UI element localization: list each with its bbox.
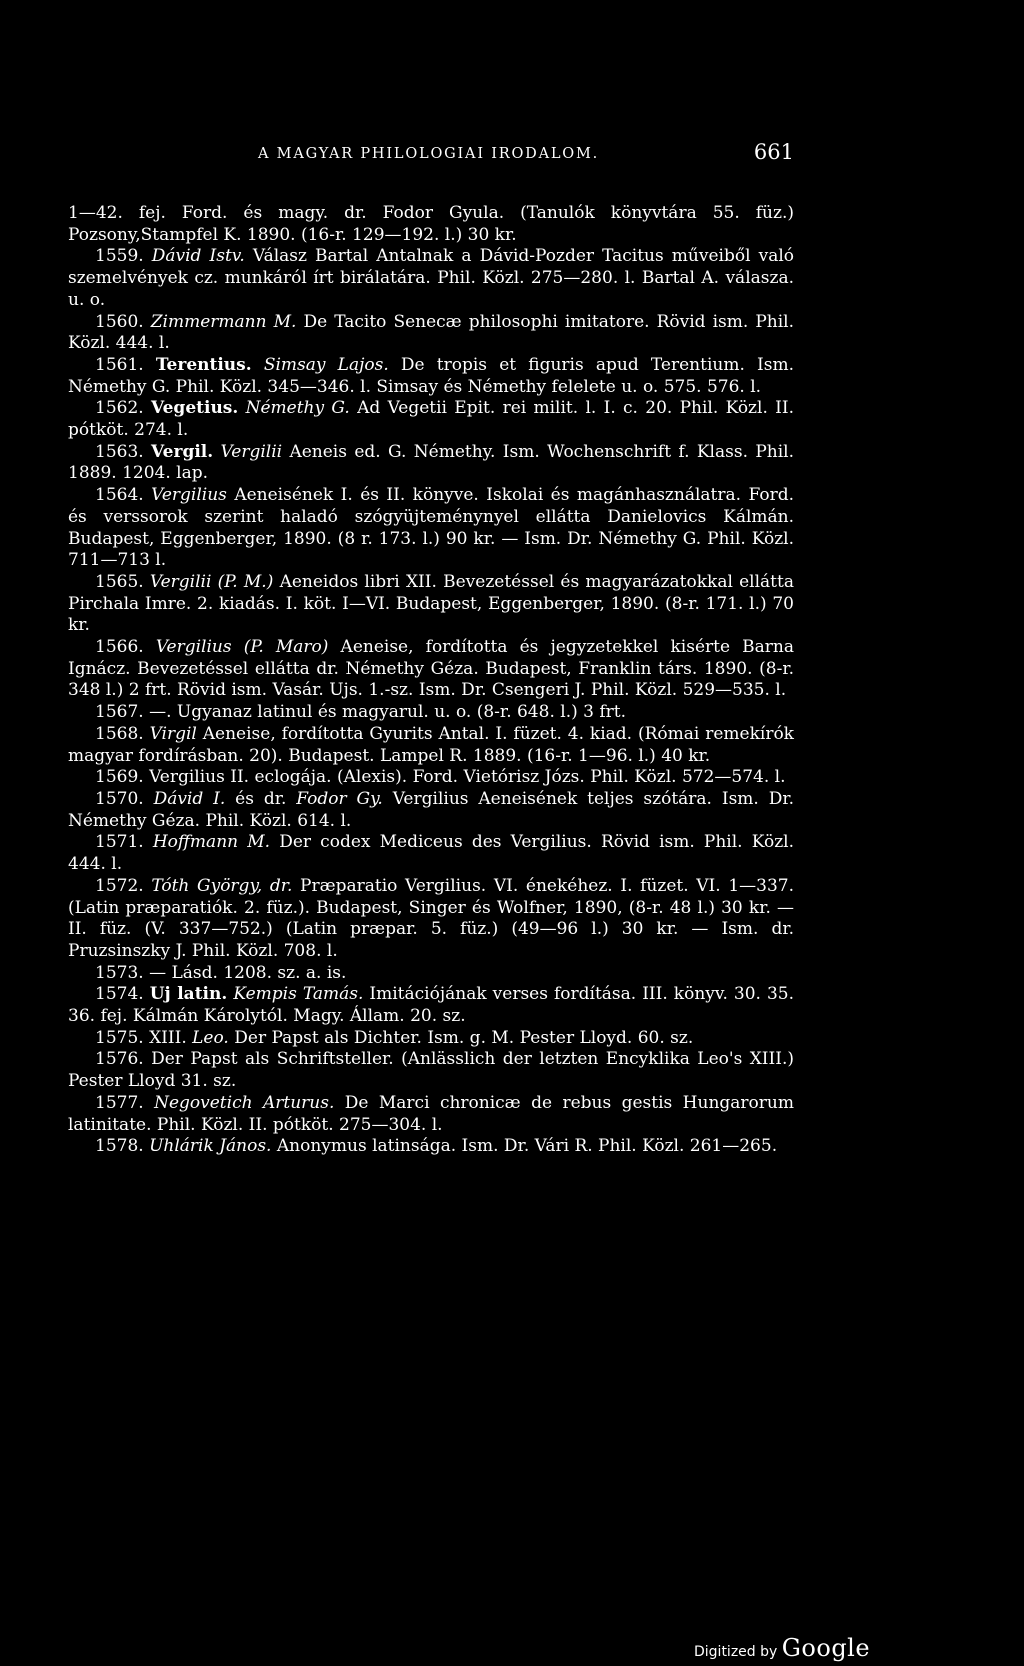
entry-text-run: 1568. [95, 723, 150, 744]
entry-text-run: Aeneise, fordította Gyurits Antal. I. füzet. 4. kiad. (Római remekírók magyar fordírásban. 20). Budapest. Lampel R. 1889. (16-r. 1—96. l.) 40 kr. [68, 723, 794, 766]
entry-text-run: Vergilius [151, 485, 227, 506]
bibliography-entry [68, 1136, 794, 1158]
entry-text-run: Vergilius (P. Maro) [155, 637, 329, 658]
entry-text-run: Der Papst als Dichter. Ism. g. M. Pester Lloyd. 60. sz. [228, 1027, 694, 1048]
entry-text-run: Uj latin. [149, 984, 228, 1005]
entry-text-run: 1565. [95, 571, 150, 592]
bibliography-entry [68, 702, 794, 724]
entry-text-run: De Marci chronicæ de rebus gestis Hungarorum latinitate. Phil. Közl. II. pótköt. 275—304. l. [68, 1092, 794, 1135]
bibliography-entry [68, 767, 794, 789]
entry-text-run: 1571. [95, 832, 153, 853]
bibliography-entry [68, 1049, 794, 1092]
entry-text-run: Simsay Lajos. [263, 354, 389, 375]
bibliography-entry [68, 442, 794, 485]
entry-text-run: 1577. [95, 1092, 155, 1113]
entry-text-run: Imitációjának verses fordítása. III. könyv. 30. 35. 36. fej. Kálmán Károlytól. Magy. Állam. 20. sz. [68, 984, 794, 1027]
bibliography-entry [68, 963, 794, 985]
entry-text-run: Terentius. [155, 354, 252, 375]
entry-text-run: Válasz Bartal Antalnak a Dávid-Pozder Tacitus műveiből való szemelvények cz. munkáról írt birálatára. Phil. Közl. 275—280. l. Bartal A. válasza. u. o. [68, 246, 794, 310]
entry-text-run: De Tacito Senecæ philosophi imitatore. Rövid ism. Phil. Közl. 444. l. [68, 311, 794, 354]
bibliography-entry [68, 355, 794, 398]
entry-text-run [213, 442, 220, 462]
entry-text-run: Negovetich Arturus. [154, 1092, 335, 1113]
bibliography-entry [68, 312, 794, 355]
entry-text-run: Némethy G. [245, 398, 350, 419]
entry-text-run: 1573. — Lásd. 1208. sz. a. is. [95, 962, 347, 983]
entry-text-run: és dr. [225, 788, 297, 809]
entry-text-run: 1572. [95, 875, 152, 896]
page-number: 661 [753, 140, 794, 164]
bibliography-entry [68, 246, 794, 311]
running-head: A MAGYAR PHILOLOGIAI IRODALOM. [258, 146, 600, 162]
entry-text-run: 1—42. fej. Ford. és magy. dr. Fodor Gyula. (Tanulók könyvtára 55. füz.) Pozsony,Stampfel K. 1890. (16-r. 129—192. l.) 30 kr. [68, 203, 794, 245]
entry-text-run: Præparatio Vergilius. VI. énekéhez. I. füzet. VI. 1—337. (Latin præparatiók. 2. füz.). Budapest, Singer és Wolfner, 1890, (8-r. 48 l.) 30 kr. — II. füz. (V. 337—752.) (Latin præpar. 5. füz.) (49—96 l.) 30 kr. — Ism. dr. Pruzsinszky J. Phil. Közl. 708. l. [68, 875, 794, 961]
bibliography-entry [68, 572, 794, 637]
entry-text-run: Hoffmann M. [152, 832, 271, 853]
bibliography-entry [68, 203, 794, 246]
entry-text-run: Zimmermann M. [150, 311, 297, 332]
entry-text-run [252, 355, 264, 375]
bibliography-entry [68, 724, 794, 767]
entry-text-run: Virgil [149, 723, 197, 744]
entry-text-run: Vegetius. [150, 398, 239, 419]
bibliography-entry [68, 1093, 794, 1136]
entry-text-run: Aeneise, fordította és jegyzetekkel kisérte Barna Ignácz. Bevezetéssel ellátta dr. Némethy Géza. Budapest, Franklin társ. 1890. (8-r. 348 l.) 2 frt. Rövid ism. Vasár. Ujs. 1.-sz. Ism. Dr. Csengeri J. Phil. Közl. 529—535. l. [68, 637, 795, 701]
entry-text-run: 1569. Vergilius II. eclogája. (Alexis). Ford. Vietórisz Józs. Phil. Közl. 572—574. l. [95, 767, 786, 788]
entry-text-run: 1576. Der Papst als Schriftsteller. (Anlässlich der letzten Encyklika Leo's XIII.) Pester Lloyd 31. sz. [68, 1049, 794, 1092]
entry-text-run: Uhlárik János. [149, 1136, 272, 1157]
entry-text-run: Aeneidos libri XII. Bevezetéssel és magyarázatokkal ellátta Pirchala Imre. 2. kiadás. I. köt. I—VI. Budapest, Eggenberger, 1890. (8-r. 171. l.) 70 kr. [68, 571, 794, 636]
bibliography-entry [68, 789, 794, 832]
entry-text-run: 1559. [95, 246, 152, 267]
digitized-footer [694, 1634, 870, 1662]
digitized-label: Digitized by [694, 1644, 778, 1660]
entry-text-run: Der codex Mediceus des Vergilius. Rövid ism. Phil. Közl. 444. l. [68, 832, 795, 875]
entry-text-run: 1563. [95, 441, 152, 462]
entry-text-run: Tóth György, dr. [151, 875, 293, 896]
entry-text-run: Vergilius Aeneisének teljes szótára. Ism. Dr. Némethy Géza. Phil. Közl. 614. l. [68, 788, 794, 831]
bibliography-entry [68, 876, 794, 963]
entry-text-run: Aeneisének I. és II. könyve. Iskolai és magánhasználatra. Ford. és verssorok szerint haladó szógyüjteménynyel ellátta Danielovics Kálmán. Budapest, Eggenberger, 1890. (8 r. 173. l.) 90 kr. — Ism. Dr. Némethy G. Phil. Közl. 711—713 l. [68, 485, 794, 571]
entry-text-run: 1574. [95, 984, 150, 1005]
entry-text-run: Ad Vegetii Epit. rei milit. l. I. c. 20. Phil. Közl. II. pótköt. 274. l. [68, 398, 794, 441]
entry-text-run: 1570. [95, 788, 154, 809]
entry-text-run: Vergilii (P. M.) [149, 571, 274, 592]
entry-text-run: 1564. [95, 485, 152, 506]
bibliography-body [68, 203, 794, 1158]
bibliography-entry [68, 832, 794, 875]
entry-text-run: Vergilii [220, 441, 283, 462]
entry-text-run: Aeneis ed. G. Némethy. Ism. Wochenschrift f. Klass. Phil. 1889. 1204. lap. [68, 441, 795, 484]
entry-text-run: 1561. [95, 354, 156, 375]
bibliography-entry [68, 398, 794, 441]
entry-text-run: Leo. [192, 1027, 229, 1048]
bibliography-entry [68, 485, 794, 572]
entry-text-run: 1566. [95, 637, 156, 658]
entry-text-run: 1560. [95, 311, 151, 332]
entry-text-run: 1575. XIII. [95, 1027, 193, 1048]
entry-text-run: Dávid Istv. [151, 246, 245, 267]
bibliography-entry [68, 1028, 794, 1050]
page-header [68, 140, 794, 176]
google-logo: Google [781, 1634, 871, 1662]
entry-text-run: 1562. [95, 398, 151, 419]
bibliography-entry [68, 984, 794, 1027]
entry-text-run: Vergil. [151, 441, 214, 462]
entry-text-run: Dávid I. [153, 788, 226, 809]
entry-text-run: 1578. [95, 1136, 150, 1157]
entry-text-run: De tropis et figuris apud Terentium. Ism. Némethy G. Phil. Közl. 345—346. l. Simsay és Némethy felelete u. o. 575. 576. l. [68, 354, 795, 397]
entry-text-run: Kempis Tamás. [233, 984, 364, 1005]
entry-text-run: 1567. —. Ugyanaz latinul és magyarul. u. o. (8-r. 648. l.) 3 frt. [95, 702, 627, 723]
entry-text-run [238, 398, 245, 418]
bibliography-entry [68, 637, 794, 702]
entry-text-run: Fodor Gy. [296, 788, 383, 809]
entry-text-run: Anonymus latinsága. Ism. Dr. Vári R. Phil. Közl. 261—265. [271, 1136, 778, 1157]
